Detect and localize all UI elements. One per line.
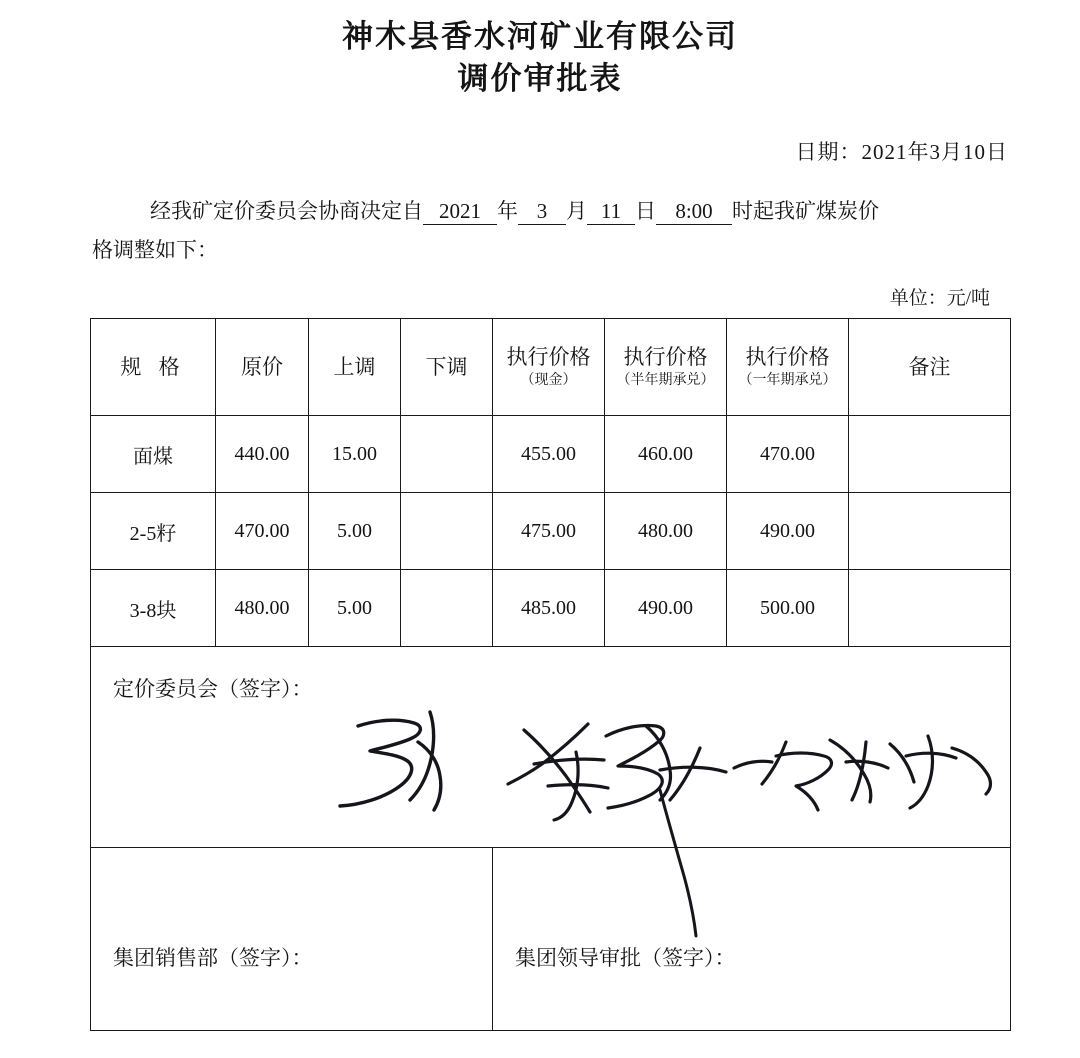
- cell-increase: 15.00: [309, 416, 401, 493]
- cell-spec: 3-8块: [91, 570, 216, 647]
- table-header-row: [91, 319, 1011, 416]
- header-remark: 备注: [849, 319, 1011, 416]
- document-date: 日期：2021年3月10日: [795, 139, 1008, 164]
- approval-signature-row: [91, 848, 1011, 1031]
- cell-cash: 455.00: [493, 416, 605, 493]
- table-row: [91, 570, 1011, 647]
- day-unit: 日: [635, 198, 656, 223]
- header-decrease: 下调: [401, 319, 493, 416]
- year-field: 2021: [423, 199, 497, 225]
- time-field: 8:00: [656, 199, 732, 225]
- cell-cash: 475.00: [493, 493, 605, 570]
- month-unit: 月: [566, 198, 587, 223]
- cell-decrease: [401, 570, 493, 647]
- price-adjustment-table: [90, 318, 1011, 1031]
- cell-one-year: 500.00: [727, 570, 849, 647]
- cell-original: 480.00: [216, 570, 309, 647]
- sales-dept-signature-label: 集团销售部（签字）：: [113, 946, 313, 971]
- header-exec-cash: 执行价格 （现金）: [493, 319, 605, 416]
- cell-original: 470.00: [216, 493, 309, 570]
- body-prefix: 经我矿定价委员会协商决定自: [150, 198, 423, 223]
- header-spec: 规 格: [91, 319, 216, 416]
- leader-signature-cell: [493, 848, 1011, 1031]
- cell-half-year: 480.00: [605, 493, 727, 570]
- cell-remark: [849, 493, 1011, 570]
- company-title: 神木县香水河矿业有限公司: [342, 19, 738, 54]
- cell-spec: 2-5籽: [91, 493, 216, 570]
- year-unit: 年: [497, 198, 518, 223]
- body-paragraph: [0, 192, 1080, 270]
- cell-decrease: [401, 416, 493, 493]
- cell-cash: 485.00: [493, 570, 605, 647]
- cell-increase: 5.00: [309, 493, 401, 570]
- page-title: 调价审批表: [457, 60, 623, 96]
- committee-signature-row: [91, 647, 1011, 848]
- cell-increase: 5.00: [309, 570, 401, 647]
- cell-decrease: [401, 493, 493, 570]
- table-row: [91, 416, 1011, 493]
- committee-signature-label: 定价委员会（签字）：: [113, 677, 313, 702]
- header-exec-half-year: 执行价格 （半年期承兑）: [605, 319, 727, 416]
- cell-original: 440.00: [216, 416, 309, 493]
- sales-dept-signature-cell: [91, 848, 493, 1031]
- cell-spec: 面煤: [91, 416, 216, 493]
- header-original-price: 原价: [216, 319, 309, 416]
- cell-remark: [849, 416, 1011, 493]
- body-suffix: 时起我矿煤炭价: [732, 198, 879, 223]
- title-block: [0, 0, 1080, 100]
- cell-remark: [849, 570, 1011, 647]
- cell-one-year: 470.00: [727, 416, 849, 493]
- cell-half-year: 490.00: [605, 570, 727, 647]
- header-increase: 上调: [309, 319, 401, 416]
- table-row: [91, 493, 1011, 570]
- unit-note: 单位：元/吨: [889, 288, 990, 310]
- committee-signature-cell: [91, 647, 1011, 848]
- cell-one-year: 490.00: [727, 493, 849, 570]
- body-line-2: 格调整如下：: [92, 237, 218, 262]
- leader-signature-label: 集团领导审批（签字）：: [515, 946, 736, 971]
- header-exec-one-year: 执行价格 （一年期承兑）: [727, 319, 849, 416]
- month-field: 3: [518, 199, 566, 225]
- cell-half-year: 460.00: [605, 416, 727, 493]
- day-field: 11: [587, 199, 635, 225]
